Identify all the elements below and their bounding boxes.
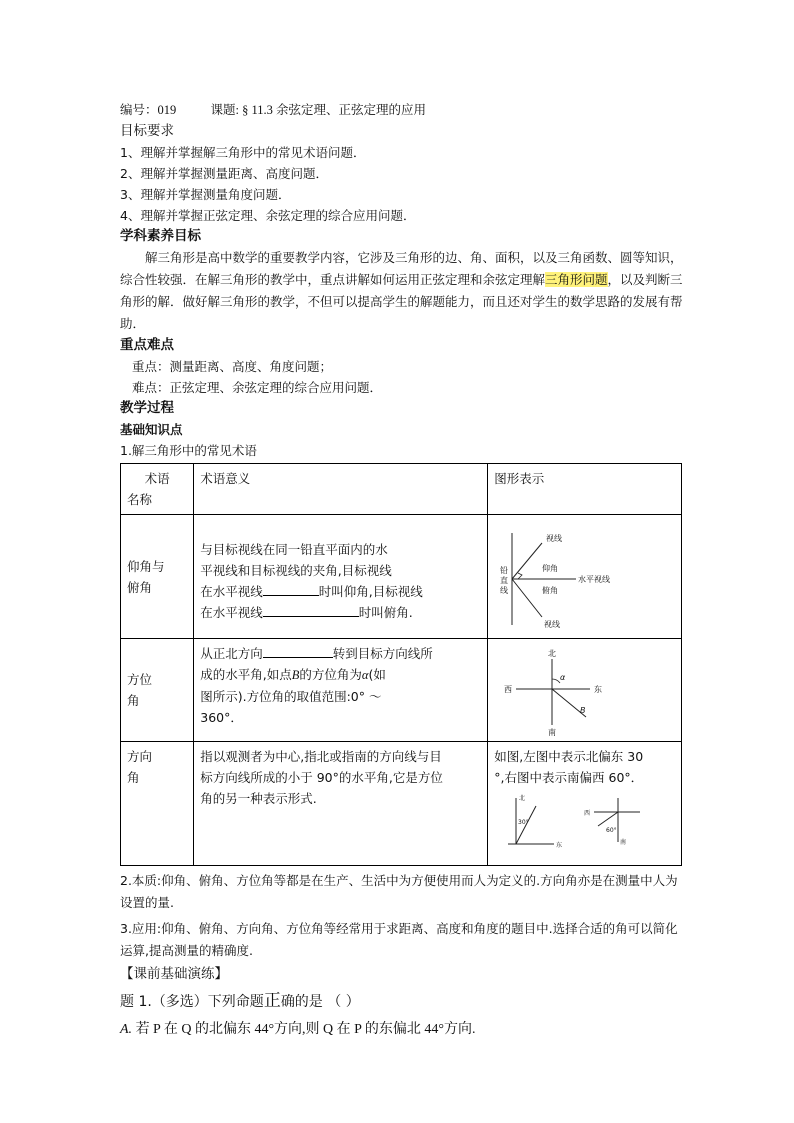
question-1-suffix: 确的是 （ ） [280, 994, 360, 1010]
row2-meaning-4: 360°． [200, 710, 243, 725]
practice-title: 【课前基础演练】 [120, 966, 228, 982]
row1-m3b: 时叫仰角,目标视线 [318, 583, 423, 599]
row1-meaning-1: 与目标视线在同一铅直平面内的水 [200, 541, 388, 557]
question-1-option-a[interactable] [120, 1016, 685, 1044]
row2-meaning-1 [200, 643, 481, 664]
table-row [121, 742, 682, 866]
row2-m2a: 成的水平角,如点 [200, 667, 292, 682]
row2-m1a: 从正北方向 [200, 646, 263, 661]
terms-title: 1.解三角形中的常见术语 [120, 443, 257, 458]
header-term-name [121, 464, 194, 515]
row1-figure-cell [488, 515, 682, 639]
elevation-depression-diagram [494, 525, 644, 633]
row3-name-line1: 方向 [127, 749, 153, 764]
east-label: 东 [594, 685, 603, 694]
header-figure: 图形表示 [488, 464, 682, 515]
row2-meaning-2 [200, 664, 481, 686]
row2-m2c: 的方位角为 [299, 667, 362, 682]
literacy-paragraph [120, 247, 685, 335]
table-header-row [121, 464, 682, 515]
row2-meaning [194, 639, 488, 742]
header-term-meaning: 术语意义 [194, 464, 488, 515]
west-label: 西 [504, 685, 513, 694]
row2-name-line2: 角 [127, 693, 140, 708]
row3-figure-text-1: 如图,左图中表示北偏东 30 [494, 749, 644, 764]
point-b-label: B [580, 706, 586, 715]
row3-name-line2: 角 [127, 770, 140, 785]
fill-blank[interactable] [263, 603, 359, 617]
row1-m4a: 在水平视线 [200, 604, 263, 620]
angle-mark [518, 573, 522, 579]
row1-m3a: 在水平视线 [200, 583, 263, 599]
process-title: 教学过程 [120, 400, 174, 416]
left-east-label: 东 [556, 842, 563, 849]
row1-name-line1: 仰角与 [127, 558, 165, 574]
option-a-label: A. [120, 1022, 133, 1037]
left-north-label: 北 [519, 795, 526, 802]
row2-point-b: B [291, 668, 300, 682]
question-1 [120, 987, 685, 1016]
goal-item-1: 1、理解并掌握解三角形中的常见术语问题． [120, 145, 366, 160]
right-direction-line [598, 812, 618, 826]
lesson-number: 编号：019 [120, 103, 177, 117]
vertical-label-1: 铅 [500, 565, 509, 575]
sight-line-up [512, 543, 542, 579]
key-point: 重点：测量距离、高度、角度问题； [132, 359, 333, 374]
goal-item-4: 4、理解并掌握正弦定理、余弦定理的综合应用问题． [120, 208, 416, 223]
direction-angle-diagrams [494, 792, 664, 854]
row1-meaning [194, 515, 488, 639]
literacy-title: 学科素养目标 [120, 228, 201, 244]
row2-m2e: (如 [368, 667, 386, 682]
vertical-label-3: 线 [500, 585, 509, 595]
left-angle-label: 30° [518, 819, 529, 826]
worksheet-page [120, 100, 685, 1044]
south-label: 南 [548, 728, 557, 737]
table-row [121, 639, 682, 742]
lesson-topic: 课题: § 11.3 余弦定理、正弦定理的应用 [210, 103, 427, 117]
literacy-highlight: 三角形问题 [545, 272, 608, 287]
row3-meaning-3: 角的另一种表示形式. [200, 791, 317, 806]
option-a-text: 若 P 在 Q 的北偏东 44°方向,则 Q 在 P 的东偏北 44°方向. [135, 1022, 476, 1037]
goal-item-2: 2、理解并掌握测量距离、高度问题． [120, 166, 328, 181]
row2-alpha: α [361, 668, 369, 682]
note-application: 3.应用:仰角、俯角、方向角、方位角等经常用于求距离、高度和角度的题目中.选择合适的角可以简化运算,提高测量的精确度. [120, 921, 678, 958]
row2-name [121, 639, 194, 742]
basic-knowledge-title: 基础知识点 [120, 422, 183, 437]
literacy-text-2: ，以及判断三角形的解．做好解三角形的教学，不但可以提高学生的解题能力，而且还对学生的数学思路的发展有帮助． [120, 272, 683, 331]
vertical-label-2: 直 [500, 575, 509, 585]
row1-meaning-4 [200, 602, 481, 623]
header-term-line2: 名称 [127, 492, 153, 507]
question-1-correct-char: 正 [263, 991, 281, 1011]
right-south-label: 南 [620, 839, 627, 846]
sight-label-bottom: 视线 [544, 619, 561, 629]
north-label: 北 [548, 649, 557, 658]
row1-name-line2: 俯角 [127, 579, 153, 595]
sight-label-top: 视线 [546, 533, 563, 543]
alpha-arc [552, 679, 560, 683]
row3-figure-text-2: °,右图中表示南偏西 60°． [494, 770, 644, 785]
right-angle-label: 60° [606, 827, 617, 834]
fill-blank[interactable] [263, 582, 319, 596]
row1-m4b: 时叫俯角. [358, 604, 413, 620]
key-points-title: 重点难点 [120, 337, 174, 353]
difficult-point: 难点：正弦定理、余弦定理的综合应用问题． [132, 380, 383, 395]
note-essence: 2.本质:仰角、俯角、方位角等都是在生产、生活中为方便使用而人为定义的.方向角亦是在测量中人为设置的量. [120, 873, 678, 910]
header-term-line1: 术语 [144, 471, 170, 486]
row2-name-line1: 方位 [127, 672, 153, 687]
row1-name [121, 515, 194, 639]
row3-meaning [194, 742, 488, 866]
literacy-text-1: 解三角形是高中数学的重要教学内容，它涉及三角形的边、角、面积，以及三角函数、圆等知识，综合性较强．在解三角形的教学中，重点讲解如何运用正弦定理和余弦定理解 [120, 250, 683, 287]
row3-meaning-2: 标方向线所成的小于 90°的水平角,它是方位 [200, 770, 443, 785]
question-1-prefix: 题 1.（多选）下列命题 [120, 994, 264, 1010]
bearing-angle-diagram [494, 647, 644, 737]
fill-blank[interactable] [263, 644, 333, 658]
horizontal-label: 水平视线 [578, 574, 611, 584]
row1-meaning-3 [200, 581, 481, 602]
elevation-label: 仰角 [542, 563, 559, 573]
alpha-label: α [560, 673, 566, 682]
row2-meaning-3: 图所示).方位角的取值范围:0° ～ [200, 689, 382, 704]
header-line [120, 100, 685, 121]
table-row [121, 515, 682, 639]
goals-title: 目标要求 [120, 123, 174, 139]
row3-name [121, 742, 194, 866]
depression-label: 俯角 [542, 585, 559, 595]
row2-figure-cell [488, 639, 682, 742]
row2-m1b: 转到目标方向线所 [332, 646, 433, 661]
row3-figure-cell [488, 742, 682, 866]
right-west-label: 西 [584, 810, 591, 817]
row1-meaning-2: 平视线和目标视线的夹角,目标视线 [200, 562, 392, 578]
goal-item-3: 3、理解并掌握测量角度问题． [120, 187, 291, 202]
terms-table [120, 463, 682, 866]
sight-line-down [512, 579, 542, 617]
row3-meaning-1: 指以观测者为中心,指北或指南的方向线与目 [200, 749, 442, 764]
